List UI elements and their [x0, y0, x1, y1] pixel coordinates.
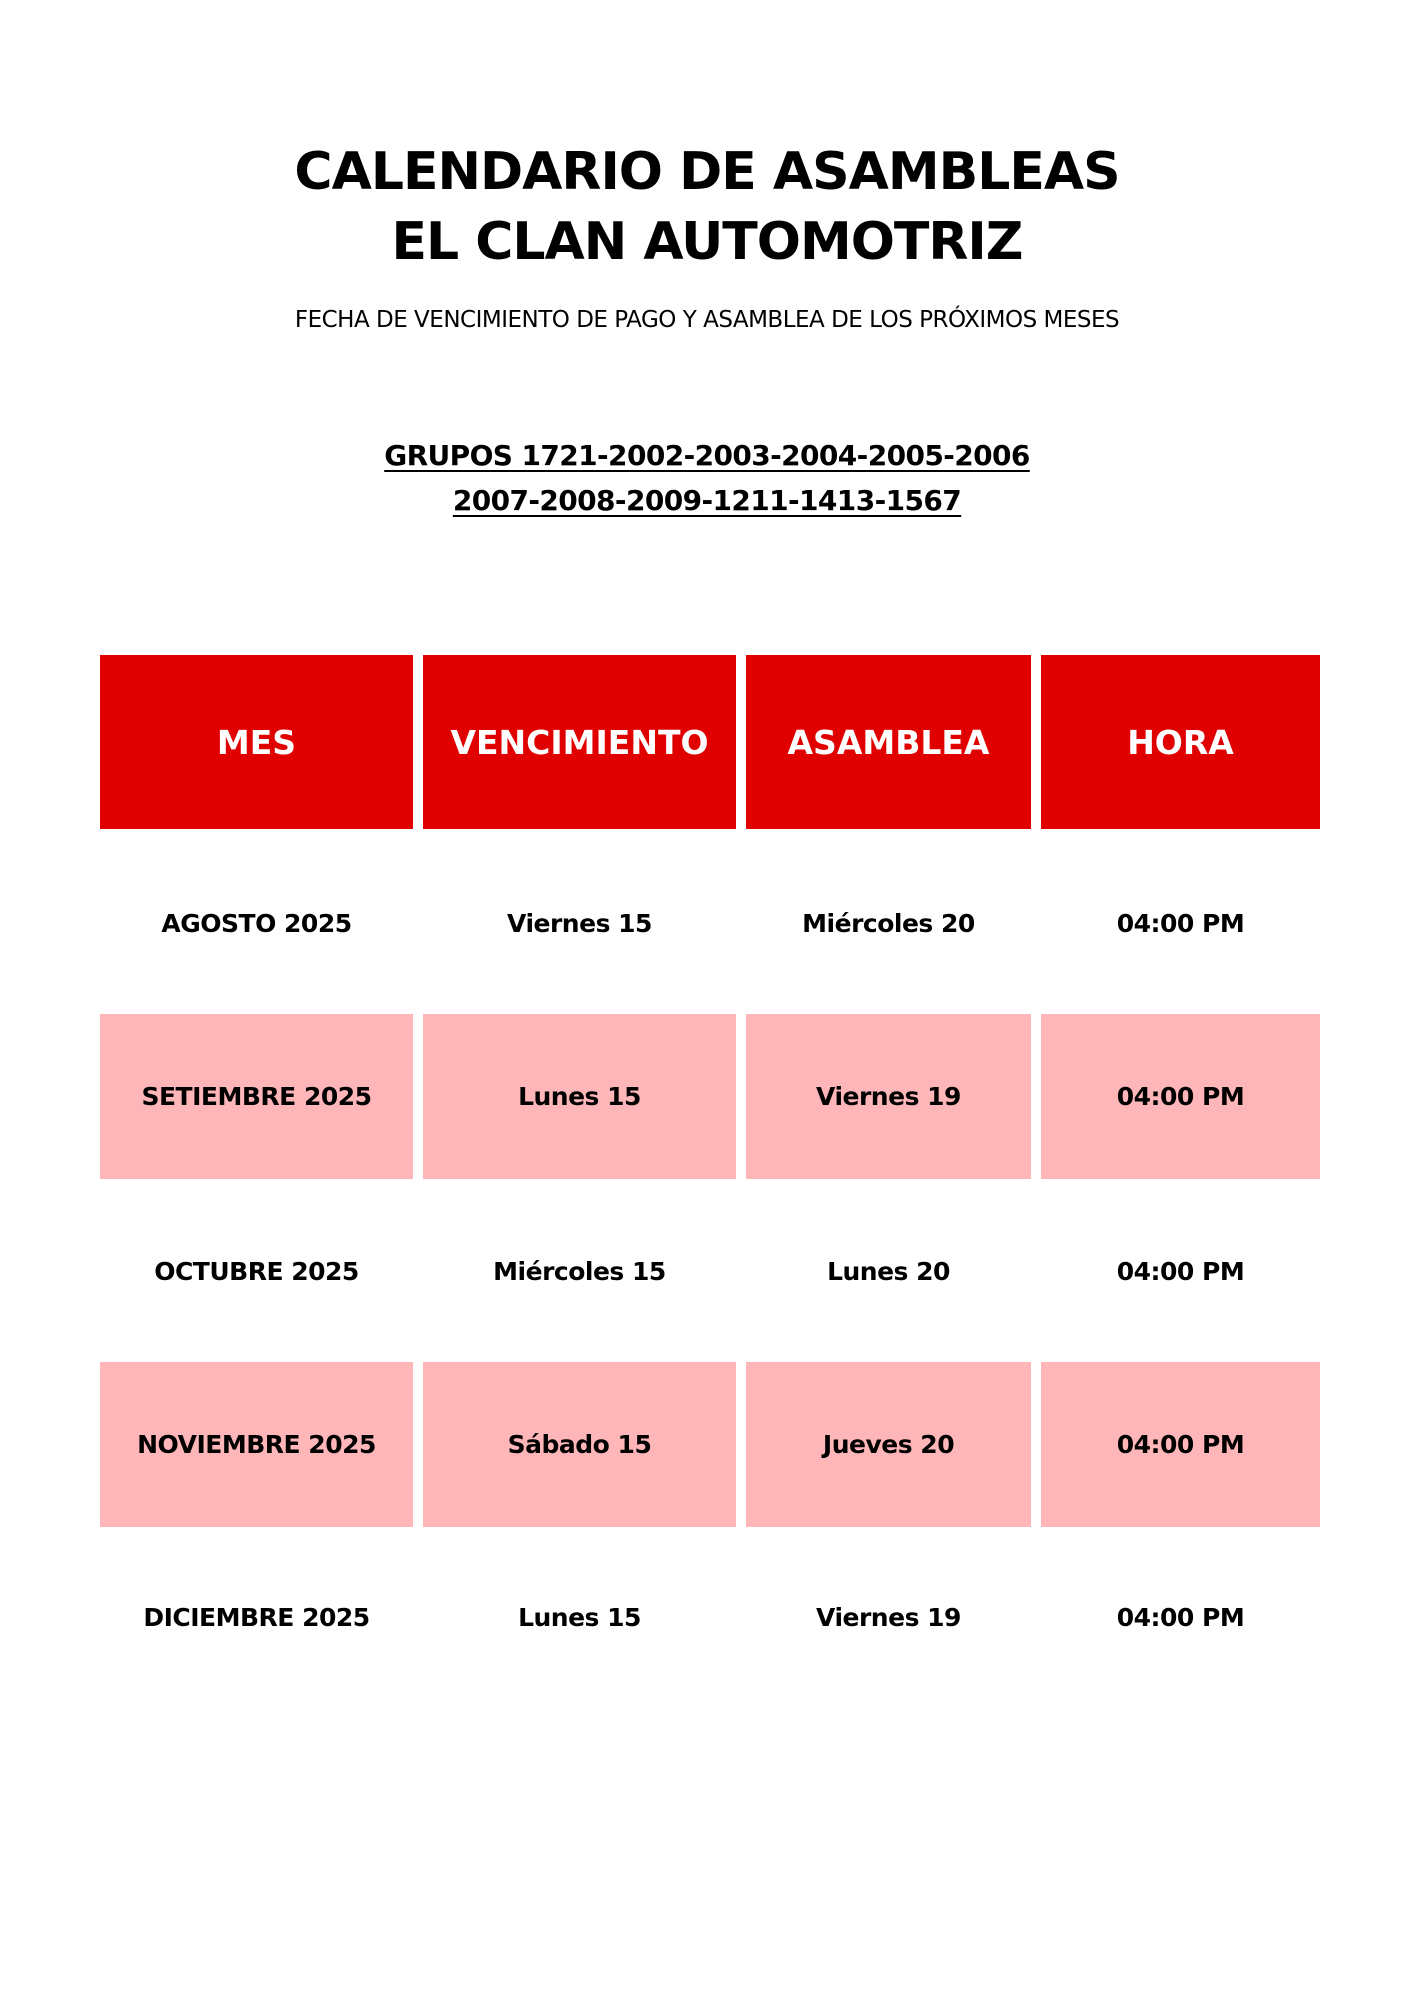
groups-line-2	[0, 479, 1414, 523]
groups-line-1-text: GRUPOS 1721-2002-2003-2004-2005-2006	[384, 439, 1030, 472]
groups-line-2-text: 2007-2008-2009-1211-1413-1567	[452, 484, 962, 517]
cell-mes: SETIEMBRE 2025	[100, 1014, 413, 1179]
cell-vencimiento: Viernes 15	[507, 908, 652, 938]
cell-vencimiento: Lunes 15	[518, 1602, 641, 1632]
cell-hora: 04:00 PM	[1041, 1014, 1320, 1179]
cell-asamblea: Viernes 19	[816, 1602, 961, 1632]
cell-asamblea: Viernes 19	[746, 1014, 1031, 1179]
header-vencimiento: VENCIMIENTO	[423, 655, 736, 829]
cell-vencimiento: Miércoles 15	[493, 1256, 666, 1286]
header-hora: HORA	[1041, 655, 1320, 829]
cell-asamblea: Lunes 20	[827, 1256, 950, 1286]
cell-vencimiento: Lunes 15	[423, 1014, 736, 1179]
cell-hora: 04:00 PM	[1116, 908, 1245, 938]
title-line-2: EL CLAN AUTOMOTRIZ	[391, 212, 1023, 272]
title-line-1: CALENDARIO DE ASAMBLEAS	[294, 142, 1120, 202]
subtitle: FECHA DE VENCIMIENTO DE PAGO Y ASAMBLEA DE LOS PRÓXIMOS MESES	[294, 307, 1120, 333]
cell-mes: AGOSTO 2025	[161, 908, 352, 938]
groups-line-1	[0, 434, 1414, 478]
cell-vencimiento: Sábado 15	[423, 1362, 736, 1527]
cell-mes: DICIEMBRE 2025	[143, 1602, 370, 1632]
header-asamblea: ASAMBLEA	[746, 655, 1031, 829]
cell-hora: 04:00 PM	[1116, 1256, 1245, 1286]
cell-hora: 04:00 PM	[1116, 1602, 1245, 1632]
cell-mes: NOVIEMBRE 2025	[100, 1362, 413, 1527]
cell-asamblea: Miércoles 20	[802, 908, 975, 938]
header-mes: MES	[100, 655, 413, 829]
cell-asamblea: Jueves 20	[746, 1362, 1031, 1527]
cell-hora: 04:00 PM	[1041, 1362, 1320, 1527]
cell-mes: OCTUBRE 2025	[154, 1256, 359, 1286]
